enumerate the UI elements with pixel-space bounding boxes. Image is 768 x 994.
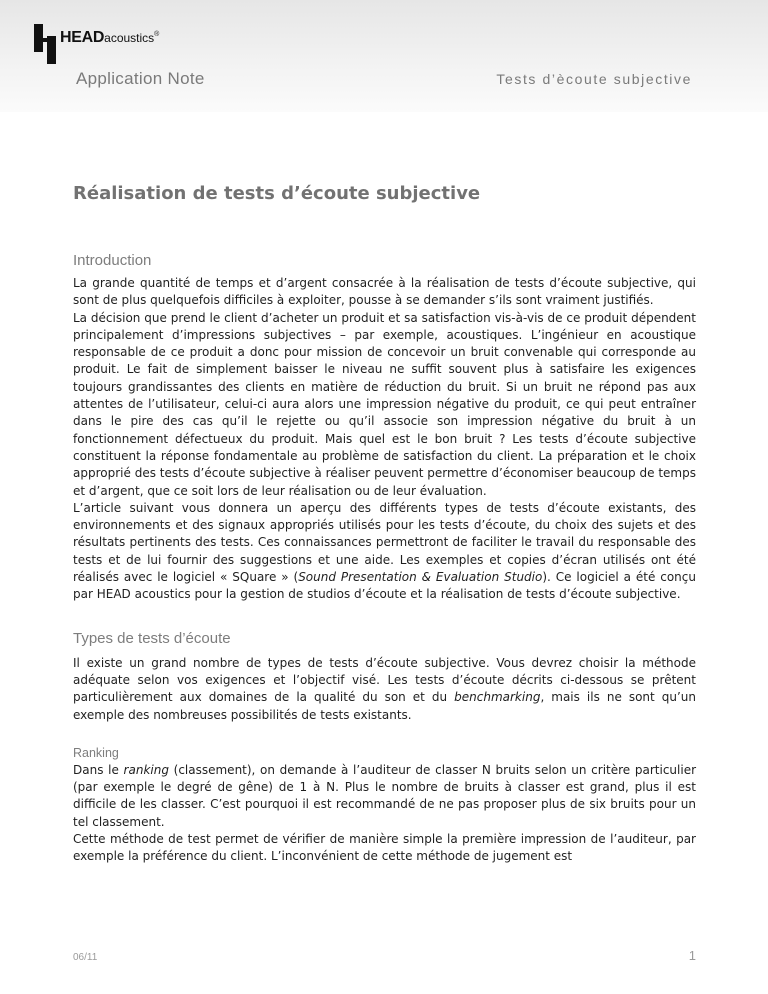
types-heading: Types de tests d’écoute (73, 629, 231, 647)
types-paragraph-1 (73, 655, 696, 724)
application-note-label: Application Note (76, 69, 205, 88)
page-number: 1 (688, 948, 696, 963)
ranking-paragraph-2: Cette méthode de test permet de vérifier de manière simple la première impression de l’auditeur, par exemple la préférence du client. L’inconvénient de cette méthode de jugement est (73, 832, 696, 864)
types-p1-italic: benchmarking (454, 690, 541, 705)
ranking-heading: Ranking (73, 745, 119, 760)
logo-brand: HEAD (60, 29, 105, 46)
intro-paragraph-3 (73, 500, 696, 604)
ranking-paragraph-1 (73, 762, 696, 831)
document-body (73, 183, 696, 866)
intro-paragraph-2: La décision que prend le client d’acheter un produit et sa satisfaction vis-à-vis de ce produit dépendent principalement d’impressions subjectives – par exemple, acoustiques. L’ingénieur en acoustique responsable de ce produit a donc pour mission de concevoir un bruit convenable qui corresponde au produit. Le fait de simplement baisser le niveau ne suffit souvent plus à satisfaire les exigences toujours grandissantes des clients en matière de réduction du bruit. Si un bruit ne répond pas aux attentes de l’utilisateur, celui-ci aura alors une impression négative du produit, ce qui peut entraîner dans le pire des cas qu’il le rejette ou qu’il associe son impression négative du bruit à un fonctionnement défectueux du produit. Mais quel est le bon bruit ? Les tests d’écoute subjective constituent la réponse fondamentale au problème de satisfaction du client. La préparation et le choix approprié des tests d’écoute subjective à réaliser peuvent permettre d’économiser beaucoup de temps et d’argent, que ce soit lors de leur réalisation ou de leur évaluation. (73, 310, 696, 498)
page-title: Réalisation de tests d’écoute subjective (73, 183, 481, 204)
logo-reg: ® (154, 31, 160, 38)
footer-date: 06/11 (73, 952, 98, 963)
intro-p3-start: L’article suivant vous donnera un aperçu des différents types de tests d’écoute existants, des environnements et des signaux appropriés utilisés pour les tests d’écoute, du choix des sujets et des résultats pertinents des tests. Ces connaissances permettront de faciliter le travail du responsable des tests et de lui fournir des suggestions et une aide. Les exemples et copies d’écran utilisés ont été réalisés avec le logiciel « SQuare » ( (73, 500, 696, 585)
page-header (0, 0, 768, 112)
head-acoustics-logo-icon (34, 24, 58, 68)
ranking-p1-end: (classement), on demande à l’auditeur de classer N bruits selon un critère particulier (par exemple le degré de gêne) de 1 à N. Plus le nombre de bruits à classer est grand, plus il est difficile de les classer. C’est pourquoi il est recommandé de ne pas proposer plus de six bruits pour un tel classement. (73, 762, 697, 829)
logo-sub: acoustics (104, 31, 155, 45)
intro-p3-italic: Sound Presentation & Evaluation Studio (298, 570, 543, 585)
ranking-p1-start: Dans le (73, 762, 124, 777)
intro-p3-end: ). Ce logiciel a été conçu par HEAD acoustics pour la gestion de studios d’écoute et la réalisation de tests d’écoute subjective. (73, 570, 696, 602)
header-topic: Tests d’ècoute subjective (496, 71, 692, 87)
logo-wordmark (60, 29, 159, 47)
logo-mark-icon (34, 24, 58, 64)
intro-heading: Introduction (73, 252, 152, 269)
ranking-p1-italic: ranking (123, 762, 169, 777)
intro-paragraph-1: La grande quantité de temps et d’argent consacrée à la réalisation de tests d’écoute subjective, qui sont de plus quelquefois difficiles à exploiter, pousse à se demander s’ils sont vraiment justifiés. (73, 276, 696, 308)
types-p1-end: , mais ils ne sont qu’un exemple des nombreuses possibilités de tests existants. (73, 690, 696, 722)
types-p1-start: Il existe un grand nombre de types de tests d’écoute subjective. Vous devrez choisir la méthode adéquate selon vos exigences et l’objectif visé. Les tests d’écoute décrits ci-dessous se prêtent particulièrement aux domaines de la qualité du son et du (73, 655, 696, 705)
